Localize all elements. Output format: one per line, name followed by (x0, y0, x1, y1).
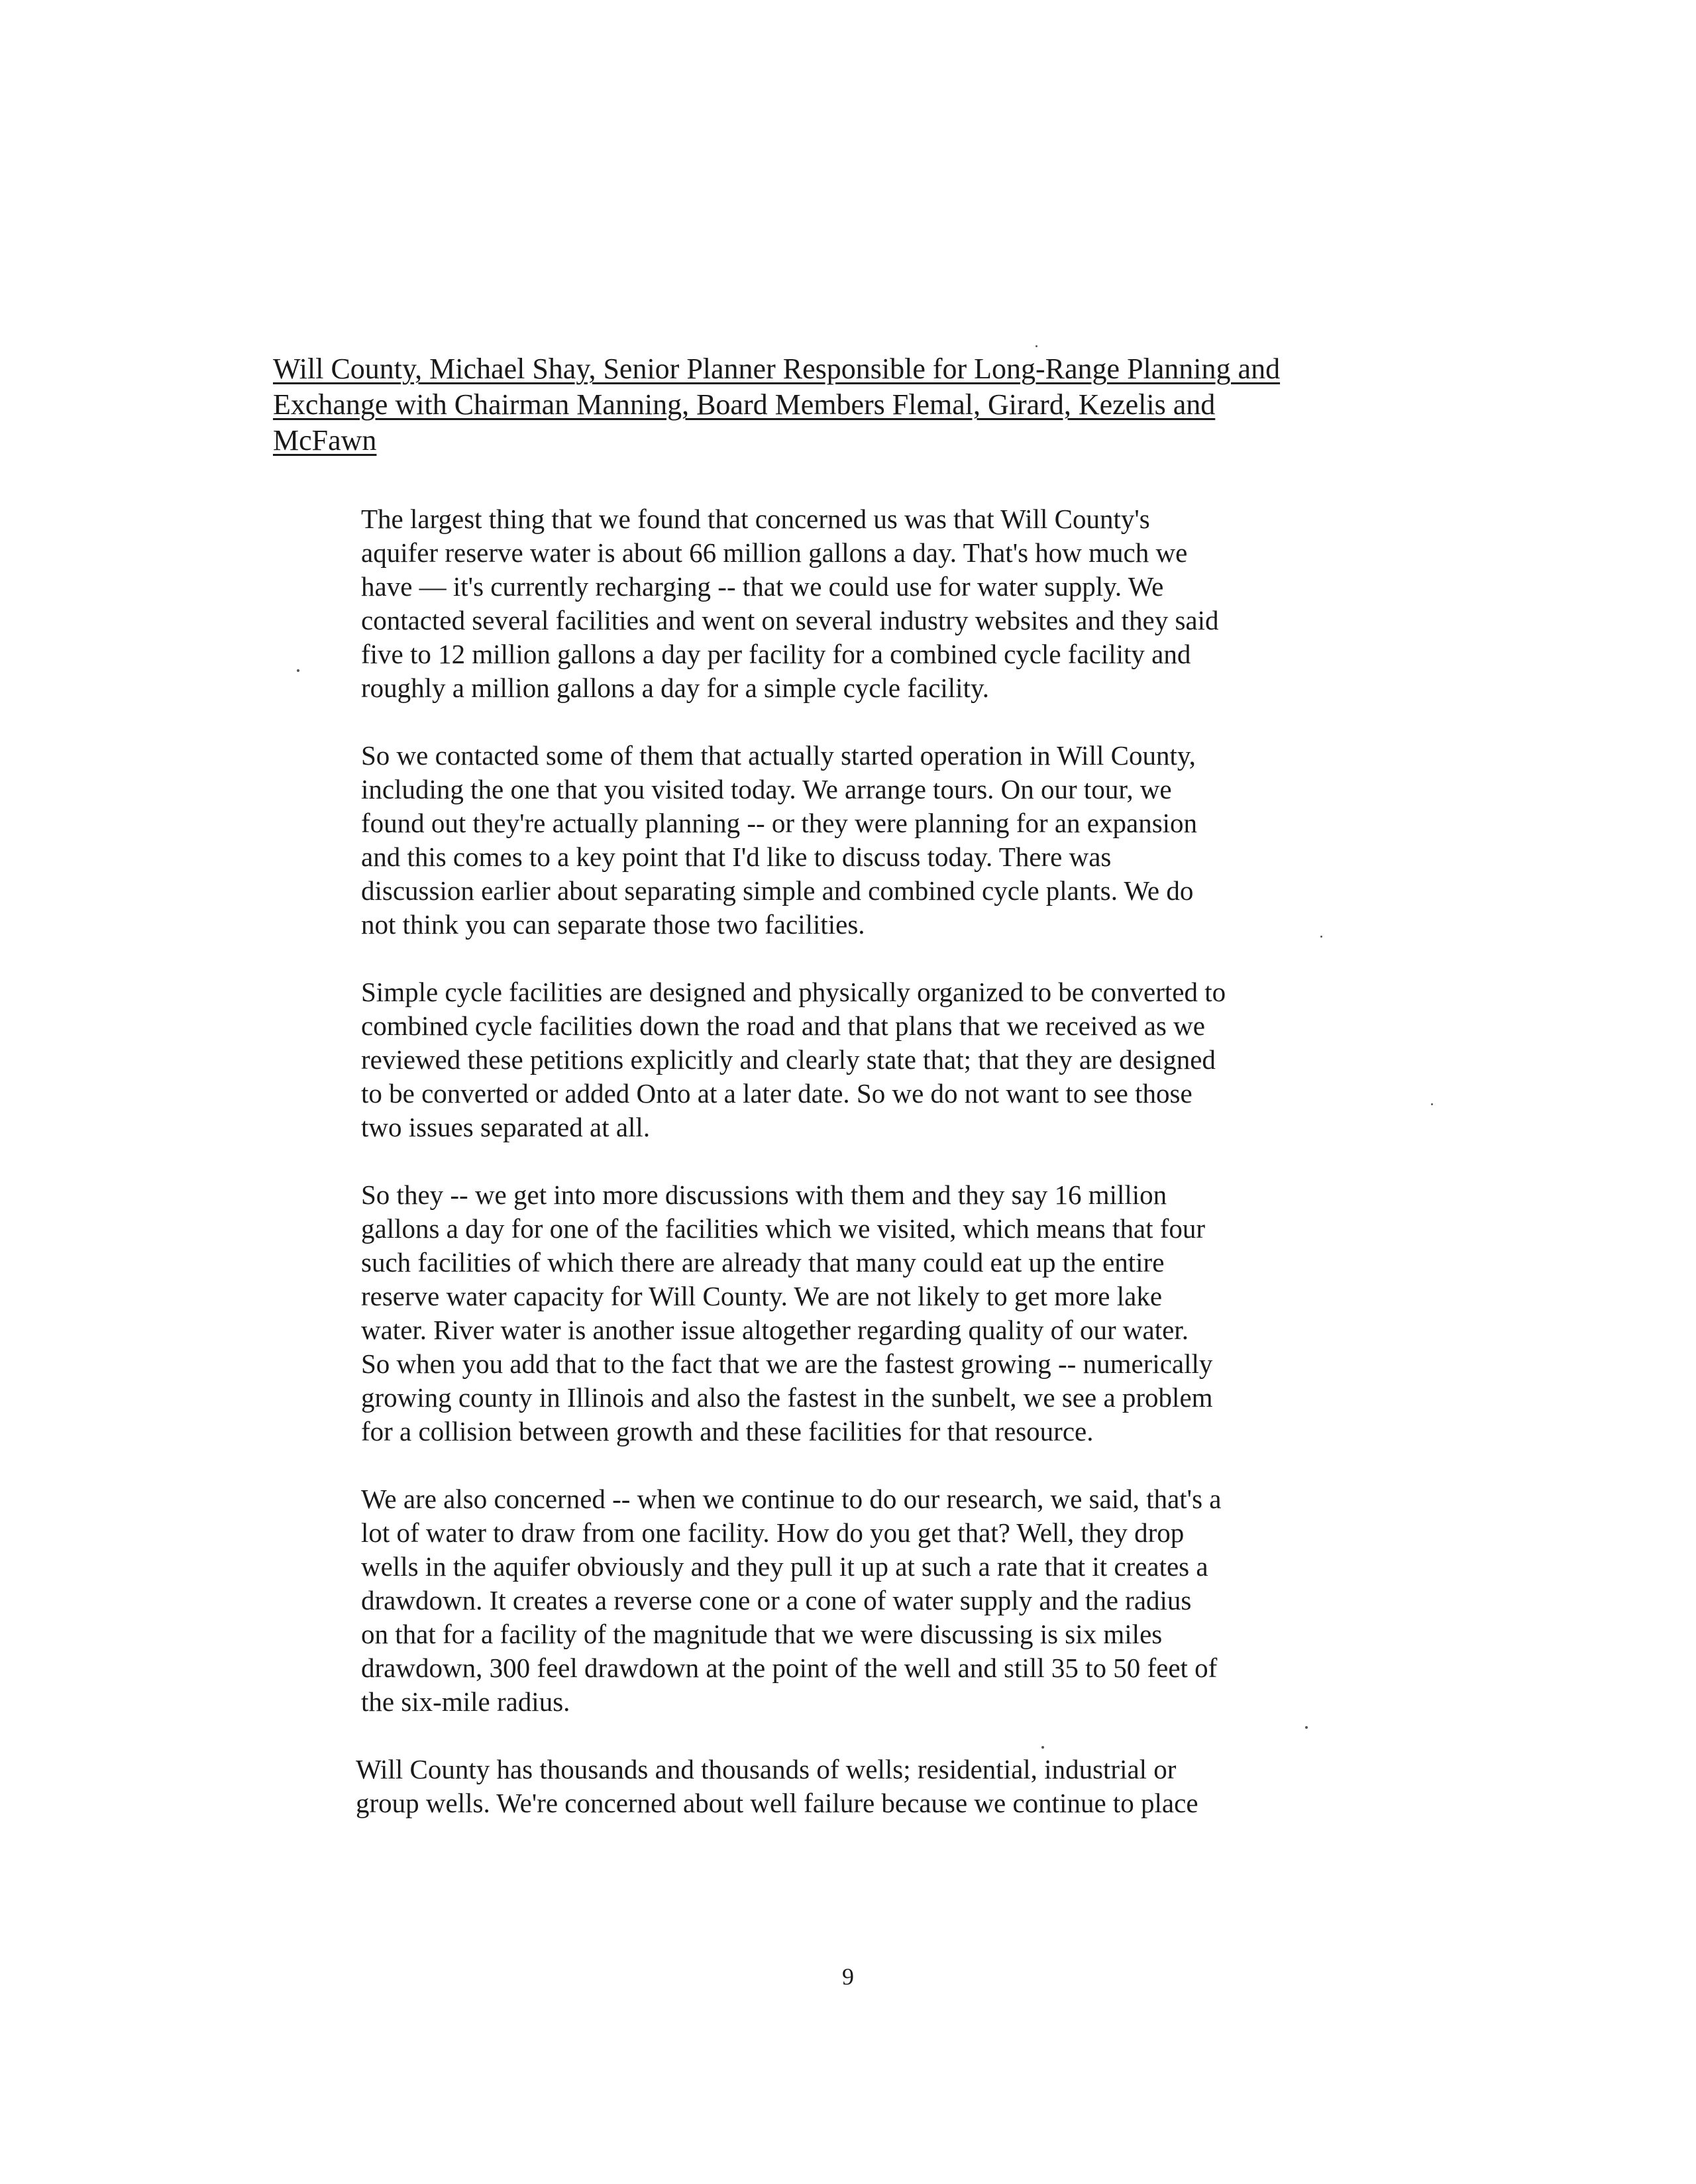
paragraph-aquifer-reserve (361, 502, 1335, 705)
scan-speck (297, 669, 299, 672)
text-line: not think you can separate those two facilities. (361, 909, 865, 940)
heading-line: Exchange with Chairman Manning, Board Members Flemal, Girard, Kezelis and (273, 388, 1216, 421)
text-line: including the one that you visited today. We arrange tours. On our tour, we (361, 774, 1172, 804)
text-line: and this comes to a key point that I'd like to discuss today. There was (361, 842, 1112, 872)
text-line: found out they're actually planning -- or they were planning for an expansion (361, 808, 1198, 838)
text-line: contacted several facilities and went on several industry websites and they said (361, 605, 1219, 635)
text-line: lot of water to draw from one facility. How do you get that? Well, they drop (361, 1517, 1185, 1548)
text-line: drawdown, 300 feel drawdown at the point of the well and still 35 to 50 feet of (361, 1653, 1218, 1683)
scan-speck (1320, 936, 1322, 938)
scan-speck (1305, 1726, 1308, 1729)
text-line: reserve water capacity for Will County. We are not likely to get more lake (361, 1281, 1163, 1311)
text-line: gallons a day for one of the facilities which we visited, which means that four (361, 1213, 1206, 1244)
text-line: five to 12 million gallons a day per facility for a combined cycle facility and (361, 639, 1191, 669)
paragraph-simple-cycle (361, 975, 1335, 1144)
heading-line: Will County, Michael Shay, Senior Planner Responsible for Long-Range Planning and (273, 353, 1281, 385)
text-line: two issues separated at all. (361, 1112, 651, 1142)
page-number: 9 (842, 1963, 854, 1990)
text-line: the six-mile radius. (361, 1686, 570, 1717)
text-line: reviewed these petitions explicitly and clearly state that; that they are designed (361, 1044, 1216, 1075)
text-line: roughly a million gallons a day for a simple cycle facility. (361, 673, 990, 703)
text-line: Will County has thousands and thousands of wells; residential, industrial or (356, 1754, 1177, 1784)
text-line: for a collision between growth and these facilities for that resource. (361, 1416, 1094, 1447)
text-line: have — it's currently recharging -- that we could use for water supply. We (361, 571, 1164, 602)
scan-speck (1041, 1746, 1044, 1749)
text-line: wells in the aquifer obviously and they pull it up at such a rate that it creates a (361, 1551, 1208, 1582)
text-line: growing county in Illinois and also the fastest in the sunbelt, we see a problem (361, 1382, 1213, 1413)
text-line: discussion earlier about separating simple and combined cycle plants. We do (361, 875, 1194, 906)
text-line: We are also concerned -- when we continue to do our research, we said, that's a (361, 1484, 1222, 1514)
paragraph-reserve-capacity (361, 1178, 1335, 1448)
text-line: So they -- we get into more discussions with them and they say 16 million (361, 1179, 1167, 1210)
paragraph-well-failure (356, 1753, 1335, 1820)
testimony-body (356, 502, 1335, 1854)
text-line: water. River water is another issue altogether regarding quality of our water. (361, 1315, 1189, 1345)
text-line: to be converted or added Onto at a later date. So we do not want to see those (361, 1078, 1192, 1109)
text-line: group wells. We're concerned about well failure because we continue to place (356, 1788, 1198, 1818)
text-line: So when you add that to the fact that we are the fastest growing -- numerically (361, 1348, 1213, 1379)
text-line: Simple cycle facilities are designed and physically organized to be converted to (361, 977, 1226, 1007)
scan-speck (1431, 1103, 1433, 1105)
text-line: combined cycle facilities down the road and that plans that we received as we (361, 1010, 1205, 1041)
text-line: on that for a facility of the magnitude that we were discussing is six miles (361, 1619, 1163, 1649)
text-line: So we contacted some of them that actually started operation in Will County, (361, 740, 1196, 771)
paragraph-drawdown (361, 1482, 1335, 1719)
scan-speck (1035, 345, 1037, 347)
paragraph-tours (361, 739, 1335, 942)
text-line: drawdown. It creates a reverse cone or a cone of water supply and the radius (361, 1585, 1192, 1615)
section-heading (273, 351, 1399, 459)
text-line: aquifer reserve water is about 66 million gallons a day. That's how much we (361, 537, 1188, 568)
heading-line: McFawn (273, 424, 377, 457)
text-line: such facilities of which there are already that many could eat up the entire (361, 1247, 1165, 1278)
text-line: The largest thing that we found that concerned us was that Will County's (361, 504, 1150, 534)
